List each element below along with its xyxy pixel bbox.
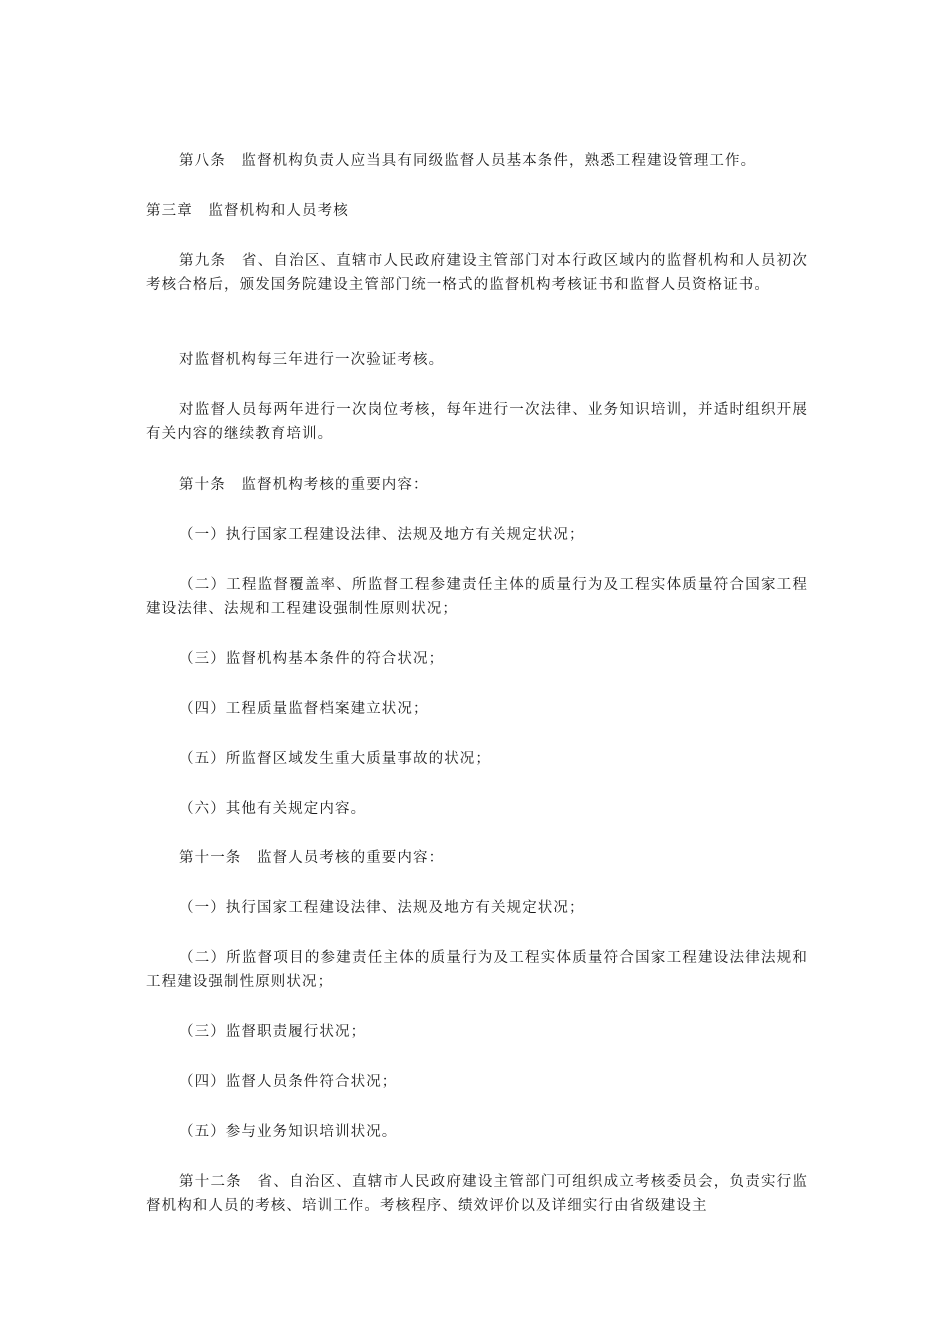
article-11: 第十一条 监督人员考核的重要内容： [179, 850, 445, 866]
article-10-item-2: （二）工程监督覆盖率、所监督工程参建责任主体的质量行为及工程实体质量符合国家工程建设法律、法规和工程建设强制性原则状况； [146, 577, 808, 617]
article-11-item-3: （三）监督职责履行状况； [179, 1024, 367, 1040]
article-11-item-2: （二）所监督项目的参建责任主体的质量行为及工程实体质量符合国家工程建设法律法规和工程建设强制性原则状况； [146, 950, 808, 990]
article-10-item-1: （一）执行国家工程建设法律、法规及地方有关规定状况； [179, 527, 585, 543]
article-10-item-4: （四）工程质量监督档案建立状况； [179, 701, 429, 717]
article-11-item-5: （五）参与业务知识培训状况。 [179, 1124, 398, 1140]
article-8: 第八条 监督机构负责人应当具有同级监督人员基本条件，熟悉工程建设管理工作。 [179, 153, 757, 169]
article-10-item-6: （六）其他有关规定内容。 [179, 801, 367, 817]
article-10: 第十条 监督机构考核的重要内容： [179, 477, 429, 493]
article-11-item-4: （四）监督人员条件符合状况； [179, 1074, 398, 1090]
article-12: 第十二条 省、自治区、直辖市人民政府建设主管部门可组织成立考核委员会，负责实行监督机构和人员的考核、培训工作。考核程序、绩效评价以及详细实行由省级建设主 [146, 1174, 808, 1214]
chapter-3-heading: 第三章 监督机构和人员考核 [146, 203, 349, 219]
article-10-item-3: （三）监督机构基本条件的符合状况； [179, 651, 445, 667]
article-10-item-5: （五）所监督区域发生重大质量事故的状况； [179, 751, 491, 767]
article-11-item-1: （一）执行国家工程建设法律、法规及地方有关规定状况； [179, 900, 585, 916]
article-9-paragraph-2: 对监督机构每三年进行一次验证考核。 [179, 352, 445, 368]
article-9-paragraph-3: 对监督人员每两年进行一次岗位考核，每年进行一次法律、业务知识培训，并适时组织开展有关内容的继续教育培训。 [146, 402, 808, 442]
article-9: 第九条 省、自治区、直辖市人民政府建设主管部门对本行政区域内的监督机构和人员初次考核合格后，颁发国务院建设主管部门统一格式的监督机构考核证书和监督人员资格证书。 [146, 253, 808, 293]
